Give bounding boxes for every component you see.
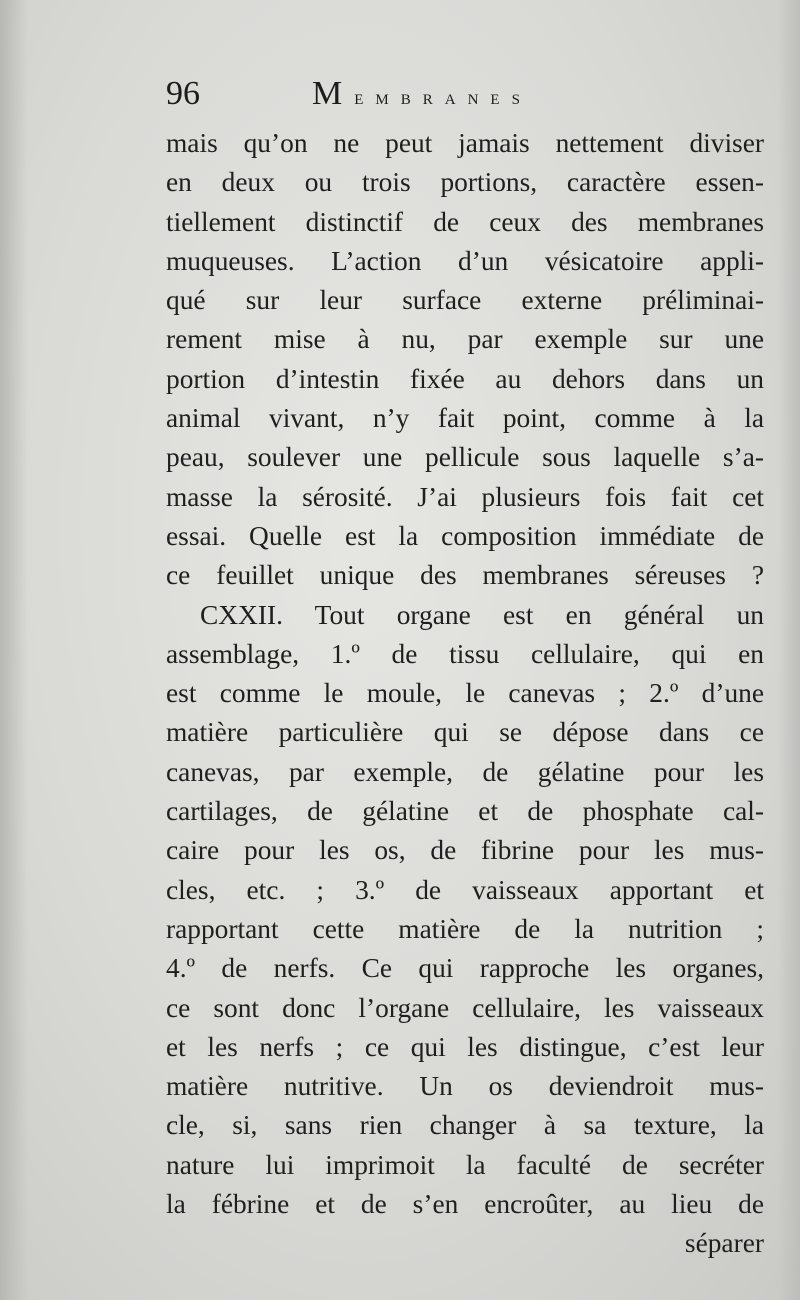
text-line: ce feuillet unique des membranes séreuses ? <box>166 560 764 591</box>
text-line: rement mise à nu, par exemple sur une <box>166 324 764 355</box>
text-line: animal vivant, n’y fait point, comme à la <box>166 403 764 434</box>
text-line: peau, soulever une pellicule sous laquelle s’a- <box>166 442 764 473</box>
running-head <box>166 72 766 122</box>
catchword: séparer <box>684 1228 764 1259</box>
text-line: est comme le moule, le canevas ; 2.º d’une <box>166 678 764 709</box>
text-line: matière particulière qui se dépose dans ce <box>166 717 764 748</box>
text-line: mais qu’on ne peut jamais nettement diviser <box>166 128 764 158</box>
text-line: essai. Quelle est la composition immédiate de <box>166 520 764 551</box>
text-line: rapportant cette matière de la nutrition ; <box>166 913 764 944</box>
text-line: canevas, par exemple, de gélatine pour les <box>166 756 764 787</box>
section-heading-line: CXXII. Tout organe est en général un <box>200 599 764 630</box>
text-line: nature lui imprimoit la faculté de secréter <box>166 1149 764 1180</box>
body-text <box>166 124 764 1264</box>
text-line: qué sur leur surface externe préliminai- <box>166 285 764 316</box>
text-line: matière nutritive. Un os deviendroit mus- <box>166 1071 764 1102</box>
text-line: cartilages, de gélatine et de phosphate cal- <box>166 796 764 827</box>
text-line: assemblage, 1.º de tissu cellulaire, qui en <box>166 638 764 669</box>
text-line: caire pour les os, de fibrine pour les mus- <box>166 835 764 866</box>
text-line: et les nerfs ; ce qui les distingue, c’est leur <box>166 1031 764 1062</box>
text-line: ce sont donc l’organe cellulaire, les vaisseaux <box>166 992 764 1023</box>
text-line: muqueuses. L’action d’un vésicatoire appli- <box>166 245 764 276</box>
text-line: la fébrine et de s’en encroûter, au lieu de <box>166 1189 764 1220</box>
text-line: portion d’intestin fixée au dehors dans un <box>166 363 764 394</box>
text-line: tiellement distinctif de ceux des membranes <box>166 206 764 237</box>
text-line: masse la sérosité. J’ai plusieurs fois fait cet <box>166 481 764 512</box>
text-line: cles, etc. ; 3.º de vaisseaux apportant et <box>166 874 764 905</box>
text-line: cle, si, sans rien changer à sa texture, la <box>166 1110 764 1141</box>
page-number: 96 <box>166 75 200 112</box>
text-line: 4.º de nerfs. Ce qui rapproche les organes, <box>166 953 764 984</box>
text-line: en deux ou trois portions, caractère essen- <box>166 167 764 198</box>
running-title: membranes <box>312 75 532 112</box>
